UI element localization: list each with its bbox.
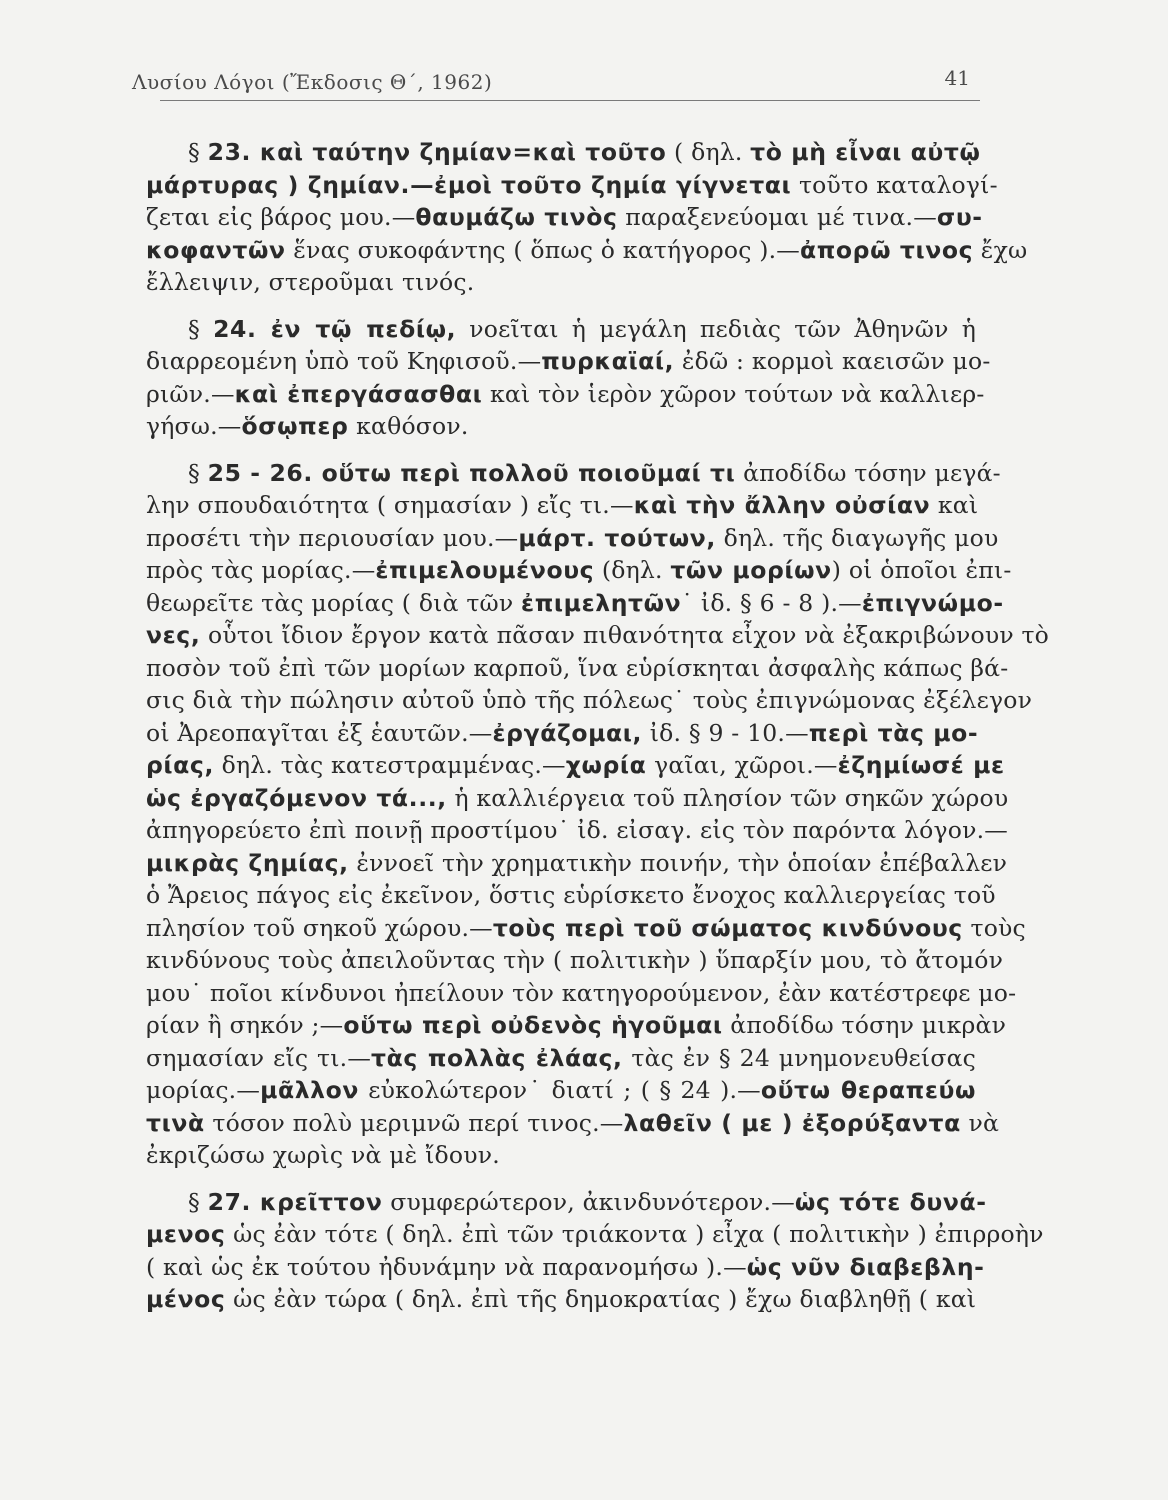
text-line: ριῶν.—καὶ ἐπεργάσασθαι καὶ τὸν ἱερὸν χῶρον τούτων νὰ καλλιερ- <box>146 379 985 408</box>
lemma-term: ἐζημίωσέ με <box>837 751 1005 779</box>
lemma-term: λαθεῖν ( με ) ἐξορύξαντα <box>623 1108 961 1137</box>
text-line: ἔλλειψιν, στεροῦμαι τινός. <box>146 268 475 296</box>
text-line: θεωρεῖτε τὰς μορίας ( διὰ τῶν ἐπιμελητῶν˙ ἰδ. § 6 - 8 ).—ἐπιγνώμο- <box>146 588 1004 617</box>
lemma-term: 25 - 26. οὕτω περὶ πολλοῦ ποιοῦμαί τι <box>207 458 736 487</box>
text-line: διαρρεομένη ὑπὸ τοῦ Κηφισοῦ.—πυρκαϊαί, ἐδῶ : κορμοὶ καεισῶν μο- <box>146 347 991 375</box>
lemma-term: θαυμάζω τινὸς <box>415 203 618 231</box>
text-line: ρίας, δηλ. τὰς κατεστραμμένας.—χωρία γαῖαι, χῶροι.—ἐζημίωσέ με <box>146 751 1005 779</box>
text-line: ζεται εἰς βάρος μου.—θαυμάζω τινὸς παραξενεύομαι μέ τινα.—συ- <box>146 203 983 231</box>
lemma-term: τὰς πολλὰς ἐλάας, <box>371 1043 623 1072</box>
lemma-term: ἀπορῶ τινος <box>799 235 974 264</box>
text-line: ρίαν ἢ σηκόν ;—οὕτω περὶ οὐδενὸς ἡγοῦμαι ἀποδίδω τόσην μικρὰν <box>146 1011 1007 1039</box>
lemma-term: ἐπιμελουμένους <box>375 556 595 584</box>
lemma-term: μᾶλλον <box>260 1076 359 1104</box>
lemma-term: ρίας, <box>146 751 214 779</box>
header-title: Λυσίου Λόγοι (Ἔκδοσις Θ΄, 1962) <box>132 70 493 94</box>
text-line: κινδύνους τοὺς ἀπειλοῦντας τὴν ( πολιτικὴν ) ὕπαρξίν μου, τὸ ἄτομόν <box>146 946 1004 974</box>
lemma-term: 27. κρεῖττον <box>207 1187 383 1216</box>
lemma-term: μάρτυρας ) ζημίαν.—ἐμοὶ τοῦτο ζημία γίγνεται <box>146 170 792 199</box>
lemma-term: μένος <box>146 1285 226 1313</box>
text-line: ὁ Ἄρειος πάγος εἰς ἐκεῖνον, ὅστις εὑρίσκετο ἔνοχος καλλιεργείας τοῦ <box>146 881 996 909</box>
text-line: γήσω.—ὅσῳπερ καθόσον. <box>146 412 469 440</box>
lemma-term: τινὰ <box>146 1108 205 1137</box>
text-line: μορίας.—μᾶλλον εὐκολώτερον˙ διατί ; ( § 24 ).—οὕτω θεραπεύω <box>146 1076 976 1104</box>
lemma-term: 24. ἐν τῷ πεδίῳ, <box>213 314 457 343</box>
text-line: μένος ὡς ἐὰν τώρα ( δηλ. ἐπὶ τῆς δημοκρατίας ) ἔχω διαβληθῇ ( καὶ <box>146 1285 977 1313</box>
text-line: μάρτυρας ) ζημίαν.—ἐμοὶ τοῦτο ζημία γίγνεται τοῦτο καταλογί- <box>146 170 998 199</box>
lemma-term: ὡς νῦν διαβεβλη- <box>746 1252 985 1281</box>
page-number: 41 <box>944 66 970 90</box>
lemma-term: περὶ τὰς μο- <box>808 718 979 747</box>
commentary-paragraph <box>146 457 1050 1172</box>
lemma-term: κοφαντῶν <box>146 235 286 264</box>
lemma-term: ὡς τότε δυνά- <box>794 1187 987 1216</box>
lemma-term: ἐπιγνώμο- <box>861 588 1004 617</box>
lemma-term: τὸ μὴ εἶναι αὐτῷ <box>750 138 981 166</box>
lemma-term: τῶν μορίων <box>670 556 832 584</box>
text-line: § 23. καὶ ταύτην ζημίαν=καὶ τοῦτο ( δηλ. τὸ μὴ εἶναι αὐτῷ <box>188 138 981 166</box>
text-line: § 27. κρεῖττον συμφερώτερον, ἀκινδυνότερον.—ὡς τότε δυνά- <box>188 1187 987 1216</box>
text-line: μικρὰς ζημίας, ἐννοεῖ τὴν χρηματικὴν ποινήν, τὴν ὁποίαν ἐπέβαλλεν <box>146 848 1008 877</box>
lemma-term: ὡς ἐργαζόμενον τά..., <box>146 783 447 812</box>
commentary-body <box>146 136 1050 1330</box>
text-line: λην σπουδαιότητα ( σημασίαν ) εἴς τι.—καὶ τὴν ἄλλην οὐσίαν καὶ <box>146 491 979 519</box>
text-line: πλησίον τοῦ σηκοῦ χώρου.—τοὺς περὶ τοῦ σώματος κινδύνους τοὺς <box>146 913 1026 942</box>
lemma-term: οὕτω θεραπεύω <box>760 1076 976 1104</box>
text-line: σημασίαν εἴς τι.—τὰς πολλὰς ἐλάας, τὰς ἐν § 24 μνημονευθείσας <box>146 1043 977 1072</box>
text-line: ἀπηγορεύετο ἐπὶ ποινῇ προστίμου˙ ἰδ. εἰσαγ. εἰς τὸν παρόντα λόγον.— <box>146 816 1008 844</box>
lemma-term: μάρτ. τούτων, <box>518 523 716 552</box>
lemma-term: καὶ ἐπεργάσασθαι <box>234 379 483 408</box>
text-line: ποσὸν τοῦ ἐπὶ τῶν μορίων καρποῦ, ἵνα εὑρίσκηται ἀσφαλὴς κάπως βά- <box>146 653 1009 682</box>
text-line: νες, οὗτοι ἴδιον ἔργον κατὰ πᾶσαν πιθανότητα εἶχον νὰ ἐξακριβώνουν τὸ <box>146 621 1050 649</box>
lemma-term: συ- <box>936 203 983 231</box>
text-line: μου˙ ποῖοι κίνδυνοι ἠπείλουν τὸν κατηγορούμενον, ἐὰν κατέστρεφε μο- <box>146 978 1017 1007</box>
lemma-term: χωρία <box>565 751 647 779</box>
lemma-term: μικρὰς ζημίας, <box>146 848 349 877</box>
text-line: ἐκριζώσω χωρὶς νὰ μὲ ἴδουν. <box>146 1141 500 1169</box>
commentary-paragraph <box>146 136 1028 299</box>
text-line: § 25 - 26. οὕτω περὶ πολλοῦ ποιοῦμαί τι ἀποδίδω τόσην μεγά- <box>188 458 1001 487</box>
text-line: προσέτι τὴν περιουσίαν μου.—μάρτ. τούτων, δηλ. τῆς διαγωγῆς μου <box>146 523 999 552</box>
text-line: § 24. ἐν τῷ πεδίῳ, νοεῖται ἡ μεγάλη πεδιὰς τῶν Ἀθηνῶν ἡ <box>188 314 976 343</box>
lemma-term: ἐπιμελητῶν <box>521 588 682 617</box>
text-line: τινὰ τόσον πολὺ μεριμνῶ περί τινος.—λαθεῖν ( με ) ἐξορύξαντα νὰ <box>146 1108 1000 1137</box>
lemma-term: πυρκαϊαί, <box>541 347 675 375</box>
lemma-term: ὅσῳπερ <box>241 412 349 440</box>
text-line: οἱ Ἀρεοπαγῖται ἐξ ἑαυτῶν.—ἐργάζομαι, ἰδ. § 9 - 10.—περὶ τὰς μο- <box>146 718 979 747</box>
lemma-term: ἐργάζομαι, <box>492 718 643 747</box>
text-line: ( καὶ ὡς ἐκ τούτου ἠδυνάμην νὰ παρανομήσω ).—ὡς νῦν διαβεβλη- <box>146 1252 985 1281</box>
lemma-term: νες, <box>146 621 201 649</box>
lemma-term: οὕτω περὶ οὐδενὸς ἡγοῦμαι <box>343 1011 723 1039</box>
lemma-term: καὶ τὴν ἄλλην οὐσίαν <box>633 491 931 519</box>
text-line: μενος ὡς ἐὰν τότε ( δηλ. ἐπὶ τῶν τριάκοντα ) εἶχα ( πολιτικὴν ) ἐπιρροὴν <box>146 1220 1044 1248</box>
text-line: ὡς ἐργαζόμενον τά..., ἡ καλλιέργεια τοῦ πλησίον τῶν σηκῶν χώρου <box>146 783 1009 812</box>
text-line: σις διὰ τὴν πώλησιν αὐτοῦ ὑπὸ τῆς πόλεως˙ τοὺς ἐπιγνώμονας ἐξέλεγον <box>146 686 1033 714</box>
text-line: πρὸς τὰς μορίας.—ἐπιμελουμένους (δηλ. τῶν μορίων) οἱ ὁποῖοι ἐπι- <box>146 556 1012 584</box>
commentary-paragraph <box>146 1186 1044 1316</box>
text-line: κοφαντῶν ἕνας συκοφάντης ( ὅπως ὁ κατήγορος ).—ἀπορῶ τινος ἔχω <box>146 235 1028 264</box>
lemma-term: τοὺς περὶ τοῦ σώματος κινδύνους <box>492 913 963 942</box>
running-header <box>132 66 980 101</box>
lemma-term: μενος <box>146 1220 226 1248</box>
commentary-paragraph <box>146 313 991 443</box>
lemma-term: 23. καὶ ταύτην ζημίαν=καὶ τοῦτο <box>207 138 667 166</box>
